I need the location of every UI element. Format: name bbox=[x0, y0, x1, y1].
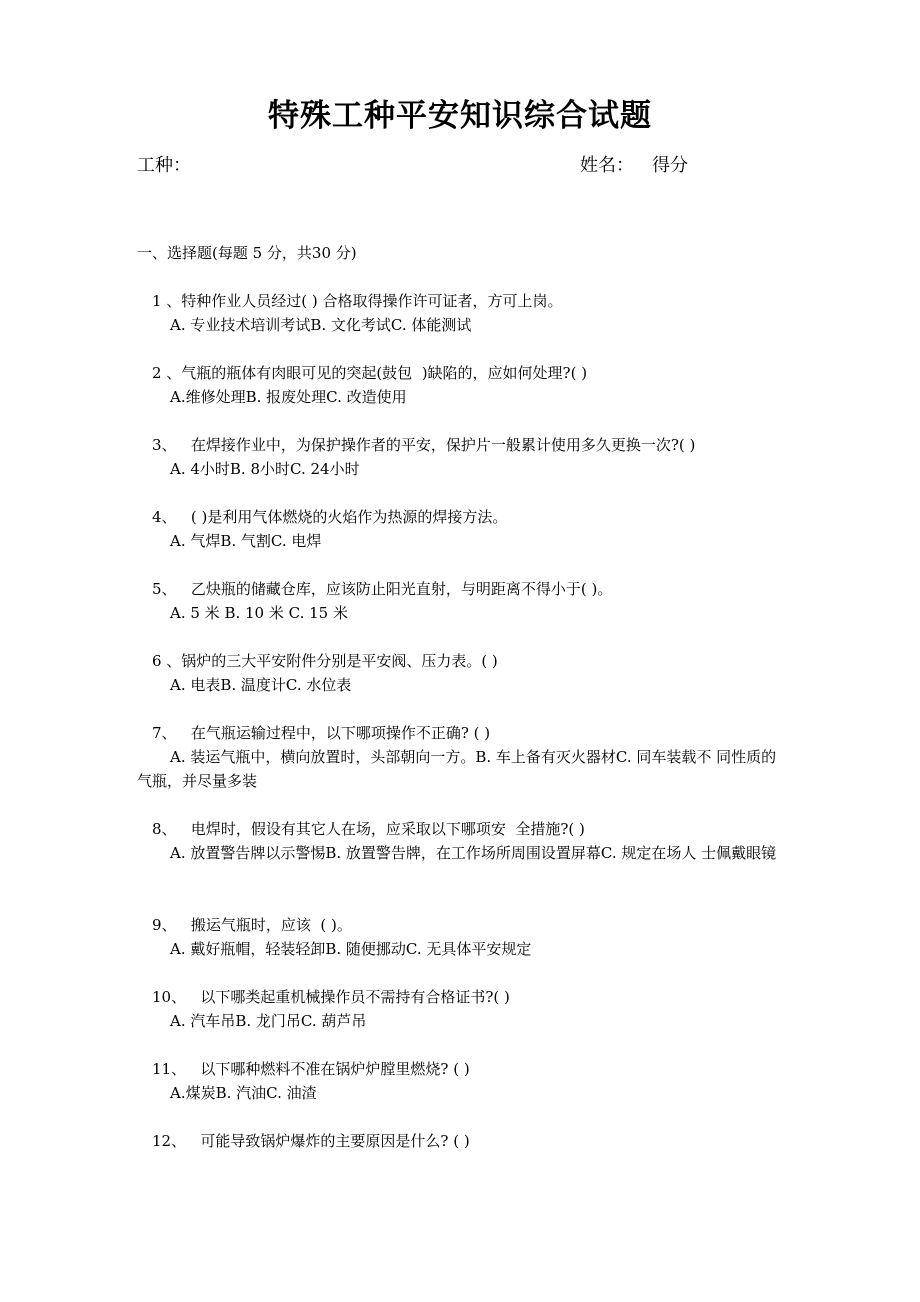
question-stem: 9、 搬运气瓶时，应该 ( )。 bbox=[152, 916, 352, 934]
question-options: A. 气焊B. 气割C. 电焊 bbox=[170, 532, 322, 550]
question-10 bbox=[137, 985, 787, 1033]
question-stem: 3、 在焊接作业中，为保护操作者的平安，保护片一般累计使用多久更换一次?( ) bbox=[152, 436, 696, 454]
question-stem: 8、 电焊时，假设有其它人在场，应采取以下哪项安 全措施?( ) bbox=[152, 820, 585, 838]
question-7 bbox=[137, 721, 787, 793]
question-options: A.煤炭B. 汽油C. 油渣 bbox=[170, 1084, 317, 1102]
question-4 bbox=[137, 505, 787, 553]
question-stem: 11、 以下哪种燃料不准在锅炉炉膛里燃烧? ( ) bbox=[152, 1060, 470, 1078]
question-options: A. 汽车吊B. 龙门吊C. 葫芦吊 bbox=[170, 1012, 367, 1030]
question-stem: 10、 以下哪类起重机械操作员不需持有合格证书?( ) bbox=[152, 988, 510, 1006]
question-stem: 1 、特种作业人员经过( ) 合格取得操作许可证者，方可上岗。 bbox=[152, 292, 563, 310]
question-stem: 5、 乙炔瓶的储藏仓库，应该防止阳光直射，与明距离不得小于( )。 bbox=[152, 580, 613, 598]
question-stem: 12、 可能导致锅炉爆炸的主要原因是什么? ( ) bbox=[152, 1132, 470, 1150]
question-options: A. 戴好瓶帽，轻装轻卸B. 随便挪动C. 无具体平安规定 bbox=[170, 940, 532, 958]
page-title: 特殊工种平安知识综合试题 bbox=[268, 98, 652, 134]
question-6 bbox=[137, 649, 787, 697]
question-8 bbox=[137, 817, 787, 865]
question-stem: 6 、锅炉的三大平安附件分别是平安阀、压力表。( ) bbox=[152, 652, 498, 670]
question-3 bbox=[137, 433, 787, 481]
question-options: A. 装运气瓶中，横向放置时，头部朝向一方。B. 车上备有灭火器材C. 同车装载不 同性质的气瓶，并尽量多装 bbox=[137, 748, 777, 790]
question-stem: 2 、气瓶的瓶体有肉眼可见的突起(鼓包 )缺陷的，应如何处理?( ) bbox=[152, 364, 588, 382]
job-label: 工种： bbox=[137, 155, 191, 176]
question-11 bbox=[137, 1057, 787, 1105]
question-12 bbox=[137, 1129, 787, 1153]
name-score-row bbox=[580, 151, 706, 177]
question-1 bbox=[137, 289, 787, 337]
question-stem: 4、 ( )是利用气体燃烧的火焰作为热源的焊接方法。 bbox=[152, 508, 508, 526]
question-2 bbox=[137, 361, 787, 409]
question-options: A. 5 米 B. 10 米 C. 15 米 bbox=[170, 604, 348, 622]
score-label: 得分 bbox=[652, 155, 688, 176]
section-title: 一、选择题(每题 5 分，共30 分) bbox=[137, 244, 357, 262]
question-9 bbox=[137, 913, 787, 961]
question-stem: 7、 在气瓶运输过程中，以下哪项操作不正确? ( ) bbox=[152, 724, 491, 742]
name-label: 姓名： bbox=[580, 155, 634, 176]
question-options: A. 4小时B. 8小时C. 24小时 bbox=[170, 460, 360, 478]
question-options: A. 放置警告牌以示警惕B. 放置警告牌，在工作场所周围设置屏幕C. 规定在场人 士佩戴眼镜 bbox=[170, 844, 777, 862]
question-options: A. 专业技术培训考试B. 文化考试C. 体能测试 bbox=[170, 316, 472, 334]
question-5 bbox=[137, 577, 787, 625]
question-options: A.维修处理B. 报废处理C. 改造使用 bbox=[170, 388, 407, 406]
question-options: A. 电表B. 温度计C. 水位表 bbox=[170, 676, 352, 694]
